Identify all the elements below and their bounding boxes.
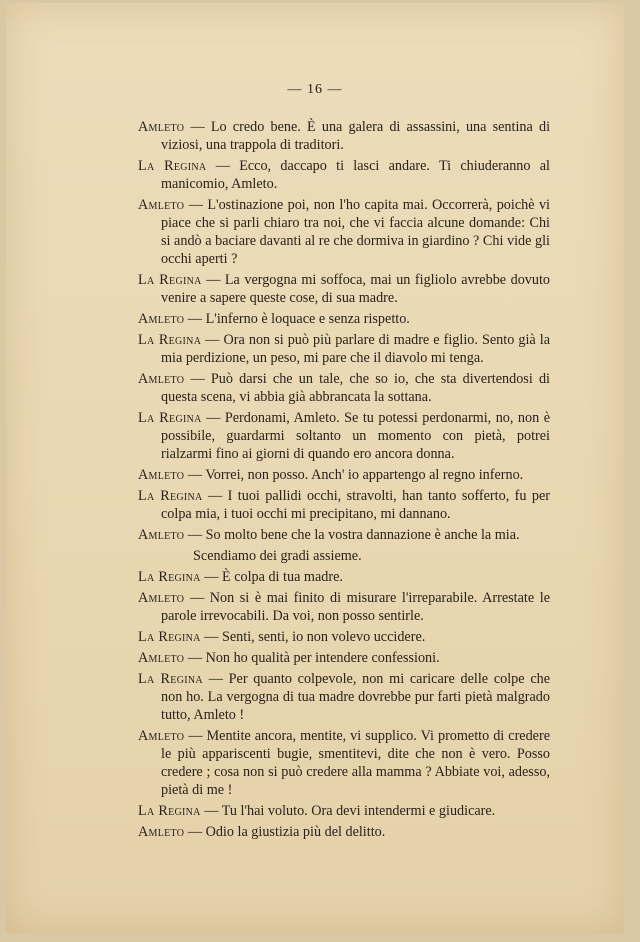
speaker-name: Amleto <box>138 311 185 327</box>
dialogue-line <box>138 568 550 586</box>
line-text: — Tu l'hai voluto. Ora devi intendermi e giudicare. <box>204 803 496 819</box>
dialogue-line <box>138 331 550 367</box>
speaker-name: La Regina <box>138 158 207 174</box>
dialogue-line <box>138 727 550 799</box>
speaker-name: La Regina <box>138 569 201 585</box>
line-text: — Non si è mai finito di misurare l'irreparabile. Arrestate le parole irrevocabili. Da voi, non posso sentirle. <box>161 590 551 624</box>
line-text: — Vorrei, non posso. Anch' io appartengo al regno inferno. <box>187 467 524 483</box>
speaker-name: Amleto <box>138 527 185 543</box>
line-text: — Ora non si può più parlare di madre e figlio. Sento già la mia perdizione, un peso, mi pare che il diavolo mi tenga. <box>161 332 550 366</box>
line-text: — So molto bene che la vostra dannazione è anche la mia. <box>187 527 520 543</box>
page-number: — 16 — <box>287 82 343 97</box>
line-text: — Lo credo bene. È una galera di assassini, una sentina di viziosi, una trappola di traditori. <box>161 119 551 153</box>
stage-direction: Scendiamo dei gradi assieme. <box>193 548 362 564</box>
dialogue-line <box>138 802 550 820</box>
speaker-name: Amleto <box>138 824 185 840</box>
dialogue-line <box>138 670 550 724</box>
dialogue-line <box>138 157 550 193</box>
speaker-name: Amleto <box>138 467 185 483</box>
line-text: — Non ho qualità per intendere confessioni. <box>187 650 440 666</box>
dialogue-line <box>138 370 550 406</box>
dialogue-line <box>138 466 550 484</box>
dialogue-line <box>138 526 550 544</box>
dialogue-line <box>138 409 550 463</box>
dialogue-line <box>138 487 550 523</box>
speaker-name: La Regina <box>138 488 203 504</box>
speaker-name: Amleto <box>138 590 185 606</box>
speaker-name: Amleto <box>138 728 185 744</box>
speaker-name: Amleto <box>138 650 185 666</box>
book-page <box>6 3 624 933</box>
speaker-name: La Regina <box>138 332 202 348</box>
line-text: — Ecco, daccapo ti lasci andare. Ti chiuderanno al manicomio, Amleto. <box>161 158 550 192</box>
speaker-name: La Regina <box>138 803 201 819</box>
line-text: — Perdonami, Amleto. Se tu potessi perdonarmi, no, non è possibile, guardarmi soltanto un momento con pietà, potrei rialzarmi fino ai giorni di quando ero ancora donna. <box>161 410 551 462</box>
dialogue-line <box>138 589 550 625</box>
line-text: — Odio la giustizia più del delitto. <box>187 824 386 840</box>
speaker-name: La Regina <box>138 629 201 645</box>
line-text: — L'inferno è loquace e senza rispetto. <box>187 311 410 327</box>
speaker-name: Amleto <box>138 119 185 135</box>
dialogue-line <box>138 118 550 154</box>
dialogue-line <box>138 823 550 841</box>
line-text: — È colpa di tua madre. <box>204 569 343 585</box>
line-text: — I tuoi pallidi occhi, stravolti, han tanto sofferto, fu per colpa mia, i tuoi occhi mi precipitano, mi dannano. <box>161 488 551 522</box>
line-text: — L'ostinazione poi, non l'ho capita mai. Occorrerà, poichè vi piace che si parli chiaro tra noi, che vi faccia alcune domande: Chi si andò a baciare davanti al re che dormiva in giardino ? Chi vide gli occhi aperti ? <box>161 197 550 267</box>
speaker-name: Amleto <box>138 197 185 213</box>
line-text: — Mentite ancora, mentite, vi supplico. Vi prometto di credere le più appariscenti bugie, smentitevi, dite che non è vero. Posso credere ; cosa non si può credere alla mamma ? Abbiate voi, adesso, pietà di me ! <box>161 728 550 798</box>
dialogue-line <box>138 649 550 667</box>
line-text: — La vergogna mi soffoca, mai un figliolo avrebbe dovuto venire a sapere queste cose, di sua madre. <box>161 272 551 306</box>
dialogue-line <box>138 628 550 646</box>
dialogue-line <box>138 310 550 328</box>
line-text: — Per quanto colpevole, non mi caricare delle colpe che non ho. La vergogna di tua madre dovrebbe pur farti pietà malgrado tutto, Amleto ! <box>161 671 551 723</box>
speaker-name: La Regina <box>138 410 202 426</box>
speaker-name: La Regina <box>138 671 203 687</box>
speaker-name: Amleto <box>138 371 185 387</box>
line-text: — Può darsi che un tale, che so io, che sta divertendosi di questa scena, vi abbia già abbrancata la sottana. <box>161 371 550 405</box>
dialogue-line <box>138 196 550 268</box>
line-text: — Senti, senti, io non volevo uccidere. <box>204 629 426 645</box>
dialogue-text <box>138 118 550 844</box>
speaker-name: La Regina <box>138 272 202 288</box>
dialogue-line <box>138 271 550 307</box>
